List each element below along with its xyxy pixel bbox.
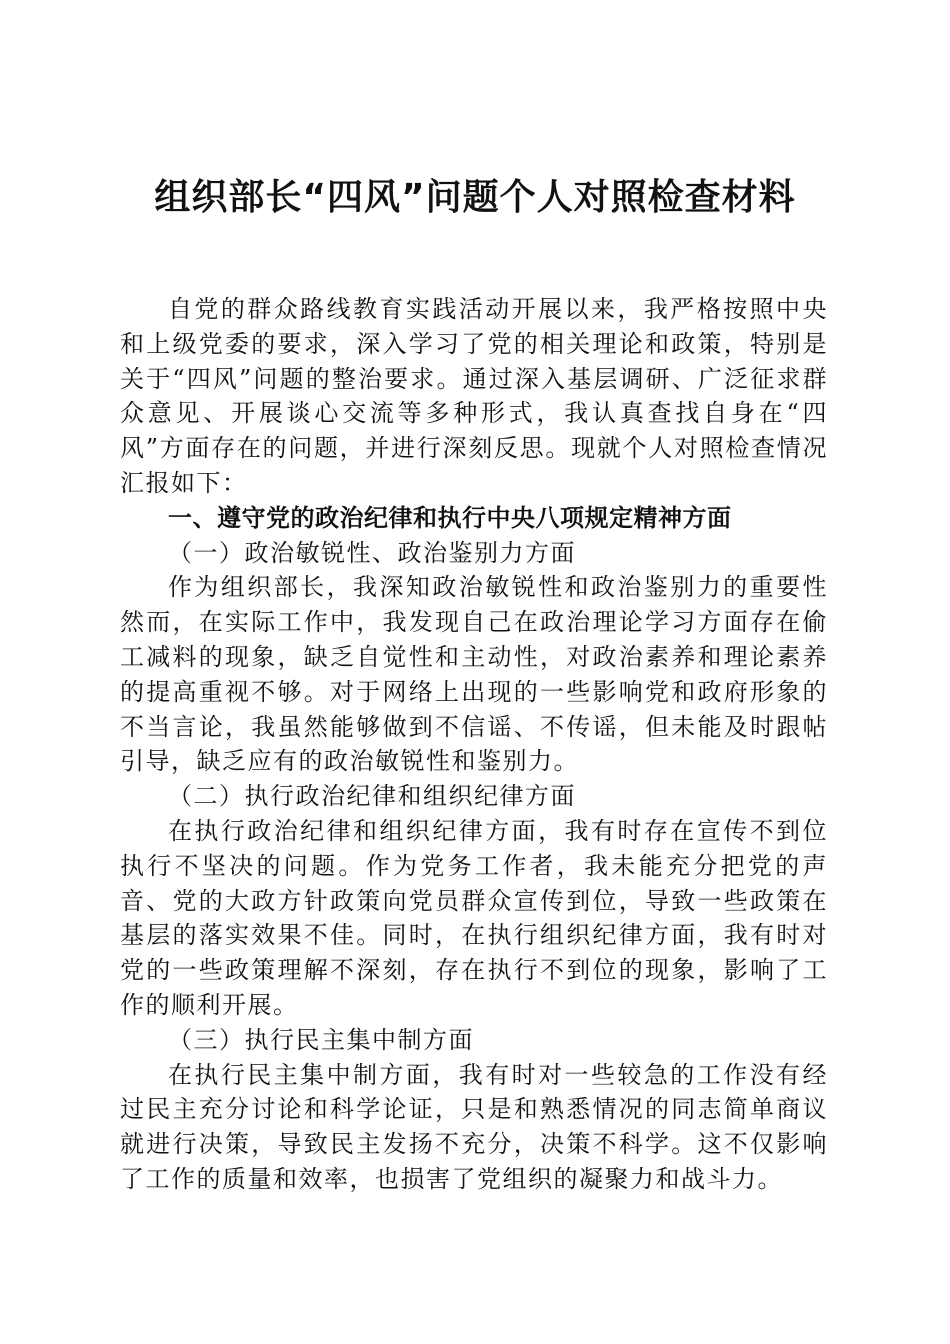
subsection-heading-3: （三）执行民主集中制方面 xyxy=(168,1025,474,1054)
document-body xyxy=(120,292,828,1197)
subsection-paragraph-2: 在执行政治纪律和组织纪律方面，我有时存在宣传不到位执行不坚决的问题。作为党务工作者，我未能充分把党的声音、党的大政方针政策向党员群众宣传到位，导致一些政策在基层的落实效果不佳。同时，在执行组织纪律方面，我有时对党的一些政策理解不深刻，存在执行不到位的现象，影响了工作的顺利开展。 xyxy=(120,816,828,1019)
subsection-heading-1: （一）政治敏锐性、政治鉴别力方面 xyxy=(168,538,576,567)
intro-paragraph: 自党的群众路线教育实践活动开展以来，我严格按照中央和上级党委的要求，深入学习了党的相关理论和政策，特别是关于“四风”问题的整治要求。通过深入基层调研、广泛征求群众意见、开展谈心交流等多种形式，我认真查找自身在“四风”方面存在的问题，并进行深刻反思。现就个人对照检查情况汇报如下： xyxy=(120,295,828,497)
subsection-paragraph-3: 在执行民主集中制方面，我有时对一些较急的工作没有经过民主充分讨论和科学论证，只是和熟悉情况的同志简单商议就进行决策，导致民主发扬不充分，决策不科学。这不仅影响了工作的质量和效率，也损害了党组织的凝聚力和战斗力。 xyxy=(120,1060,828,1193)
section-heading-1: 一、遵守党的政治纪律和执行中央八项规定精神方面 xyxy=(168,503,732,532)
subsection-heading-2: （二）执行政治纪律和组织纪律方面 xyxy=(168,782,576,811)
subsection-paragraph-1: 作为组织部长，我深知政治敏锐性和政治鉴别力的重要性然而，在实际工作中，我发现自己在政治理论学习方面存在偷工减料的现象，缺乏自觉性和主动性，对政治素养和理论素养的提高重视不够。对于网络上出现的一些影响党和政府形象的不当言论，我虽然能够做到不信谣、不传谣，但未能及时跟帖引导，缺乏应有的政治敏锐性和鉴别力。 xyxy=(120,573,828,776)
document-title: 组织部长“四风”问题个人对照检查材料 xyxy=(154,177,796,218)
